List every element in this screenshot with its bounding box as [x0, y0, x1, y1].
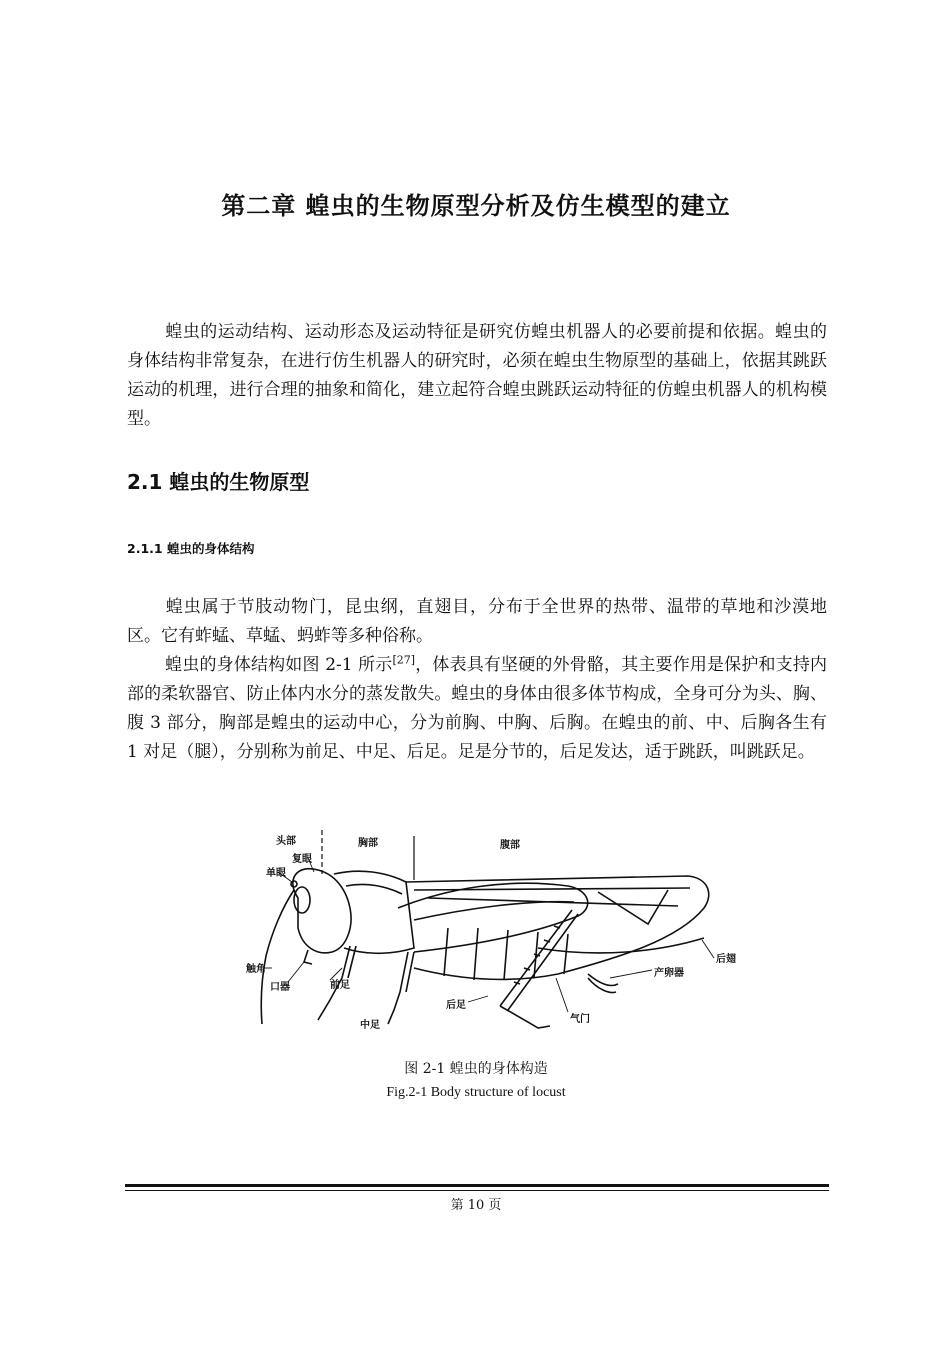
label-head: 头部 [276, 836, 296, 847]
label-mouthparts: 口器 [270, 982, 290, 993]
citation-ref: [27] [392, 653, 416, 667]
locust-body [261, 869, 709, 1028]
label-spiracle: 气门 [570, 1014, 590, 1025]
page-number: 第 10 页 [450, 1198, 502, 1213]
intro-paragraph-text: 蝗虫的运动结构、运动形态及运动特征是研究仿蝗虫机器人的必要前提和依据。蝗虫的身体结构非常复杂，在进行仿生机器人的研究时，必须在蝗虫生物原型的基础上，依据其跳跃运动的机理，进行合理的抽象和简化，建立起符合蝗虫跳跃运动特征的仿蝗虫机器人的机构模型。 [127, 322, 827, 429]
intro-paragraph [127, 318, 827, 434]
label-simple-eye: 单眼 [266, 868, 286, 879]
label-abdomen: 腹部 [500, 840, 520, 851]
paragraph-2-before-ref: 蝗虫的身体结构如图 2-1 所示 [165, 655, 393, 675]
label-antenna: 触角 [246, 964, 266, 975]
footer-rule-thin [125, 1190, 829, 1191]
label-compound-eye: 复眼 [292, 854, 312, 865]
body-paragraph-1-text: 蝗虫属于节肢动物门，昆虫纲，直翅目，分布于全世界的热带、温带的草地和沙漠地区。它有蚱蜢、草蜢、蚂蚱等多种俗称。 [127, 597, 827, 646]
locust-illustration [238, 828, 758, 1043]
label-hindleg: 后足 [446, 1000, 466, 1011]
paragraph-2-after-ref: ，体表具有坚硬的外骨骼，其主要作用是保护和支持内部的柔软器官、防止体内水分的蒸发散失。蝗虫的身体由很多体节构成，全身可分为头、胸、腹 3 部分，胸部是蝗虫的运动中心，分为前胸、中胸、后胸。在蝗虫的前、中、后胸各生有 1 对足（腿），分别称为前足、中足、后足。足是分节的，后足发达，适于跳跃，叫跳跃足。 [127, 655, 828, 762]
label-foreleg: 前足 [330, 980, 350, 991]
label-midleg: 中足 [360, 1020, 380, 1031]
chapter-title: 第二章 蝗虫的生物原型分析及仿生模型的建立 [221, 192, 731, 220]
label-thorax: 胸部 [358, 838, 378, 849]
footer-rule-thick [125, 1184, 829, 1187]
figure-caption-cn: 图 2-1 蝗虫的身体构造 [404, 1061, 548, 1077]
body-paragraph-2 [127, 651, 827, 767]
subsection-title: 2.1.1 蝗虫的身体结构 [127, 541, 255, 556]
figure-caption-en: Fig.2-1 Body structure of locust [386, 1085, 566, 1100]
label-ovipositor: 产卵器 [654, 968, 684, 979]
locust-figure [238, 828, 758, 1043]
body-paragraph-1 [127, 593, 827, 651]
label-hindwing: 后翅 [716, 954, 736, 965]
section-title: 2.1 蝗虫的生物原型 [127, 470, 310, 494]
